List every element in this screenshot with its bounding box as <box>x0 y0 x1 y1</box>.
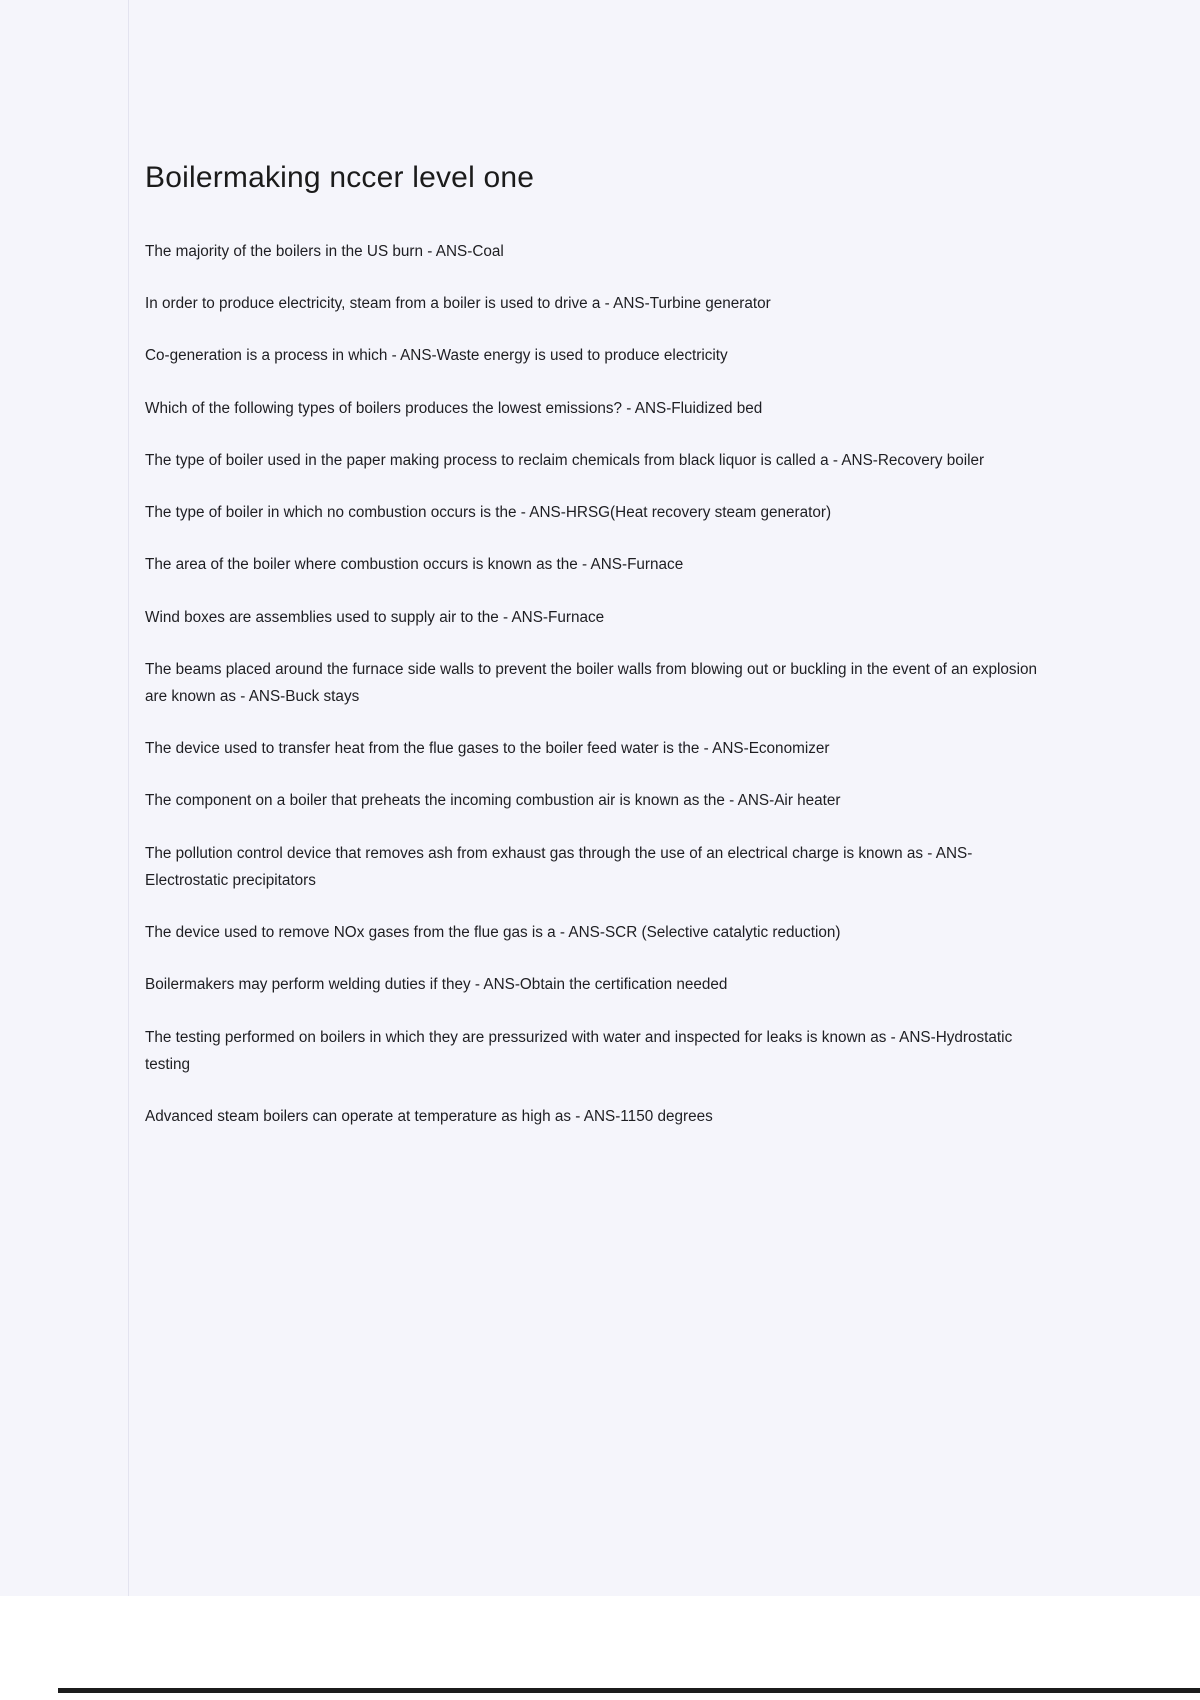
page-bottom-margin <box>0 1596 1200 1700</box>
document-content <box>145 160 1075 1130</box>
qa-line: Co-generation is a process in which - ANS-Waste energy is used to produce electricity <box>145 347 728 365</box>
qa-line: Which of the following types of boilers produces the lowest emissions? - ANS-Fluidized bed <box>145 399 763 417</box>
qa-line: In order to produce electricity, steam from a boiler is used to drive a - ANS-Turbine generator <box>145 295 771 313</box>
page-title: Boilermaking nccer level one <box>145 161 535 194</box>
page-margin-rule <box>128 0 129 1596</box>
qa-line: The device used to transfer heat from the flue gases to the boiler feed water is the - ANS-Economizer <box>145 740 830 758</box>
qa-line: The component on a boiler that preheats the incoming combustion air is known as the - ANS-Air heater <box>145 792 841 810</box>
qa-line: The pollution control device that removes ash from exhaust gas through the use of an electrical charge is known as - ANS-Electrostatic precipitators <box>145 844 973 889</box>
qa-line: The device used to remove NOx gases from the flue gas is a - ANS-SCR (Selective catalytic reduction) <box>145 924 841 942</box>
qa-line: The type of boiler used in the paper making process to reclaim chemicals from black liquor is called a - ANS-Recovery boiler <box>145 451 985 469</box>
qa-line: Boilermakers may perform welding duties if they - ANS-Obtain the certification needed <box>145 976 728 994</box>
qa-line: The testing performed on boilers in which they are pressurized with water and inspected for leaks is known as - ANS-Hydrostatic testing <box>145 1028 1013 1073</box>
qa-line: The type of boiler in which no combustion occurs is the - ANS-HRSG(Heat recovery steam generator) <box>145 504 832 522</box>
page-footer-bar <box>58 1688 1200 1693</box>
qa-line: The beams placed around the furnace side walls to prevent the boiler walls from blowing out or buckling in the event of an explosion are known as - ANS-Buck stays <box>145 660 1037 705</box>
qa-line: The majority of the boilers in the US burn - ANS-Coal <box>145 243 504 260</box>
qa-line: The area of the boiler where combustion occurs is known as the - ANS-Furnace <box>145 556 684 574</box>
qa-line: Advanced steam boilers can operate at temperature as high as - ANS-1150 degrees <box>145 1107 713 1125</box>
qa-line: Wind boxes are assemblies used to supply air to the - ANS-Furnace <box>145 608 605 626</box>
